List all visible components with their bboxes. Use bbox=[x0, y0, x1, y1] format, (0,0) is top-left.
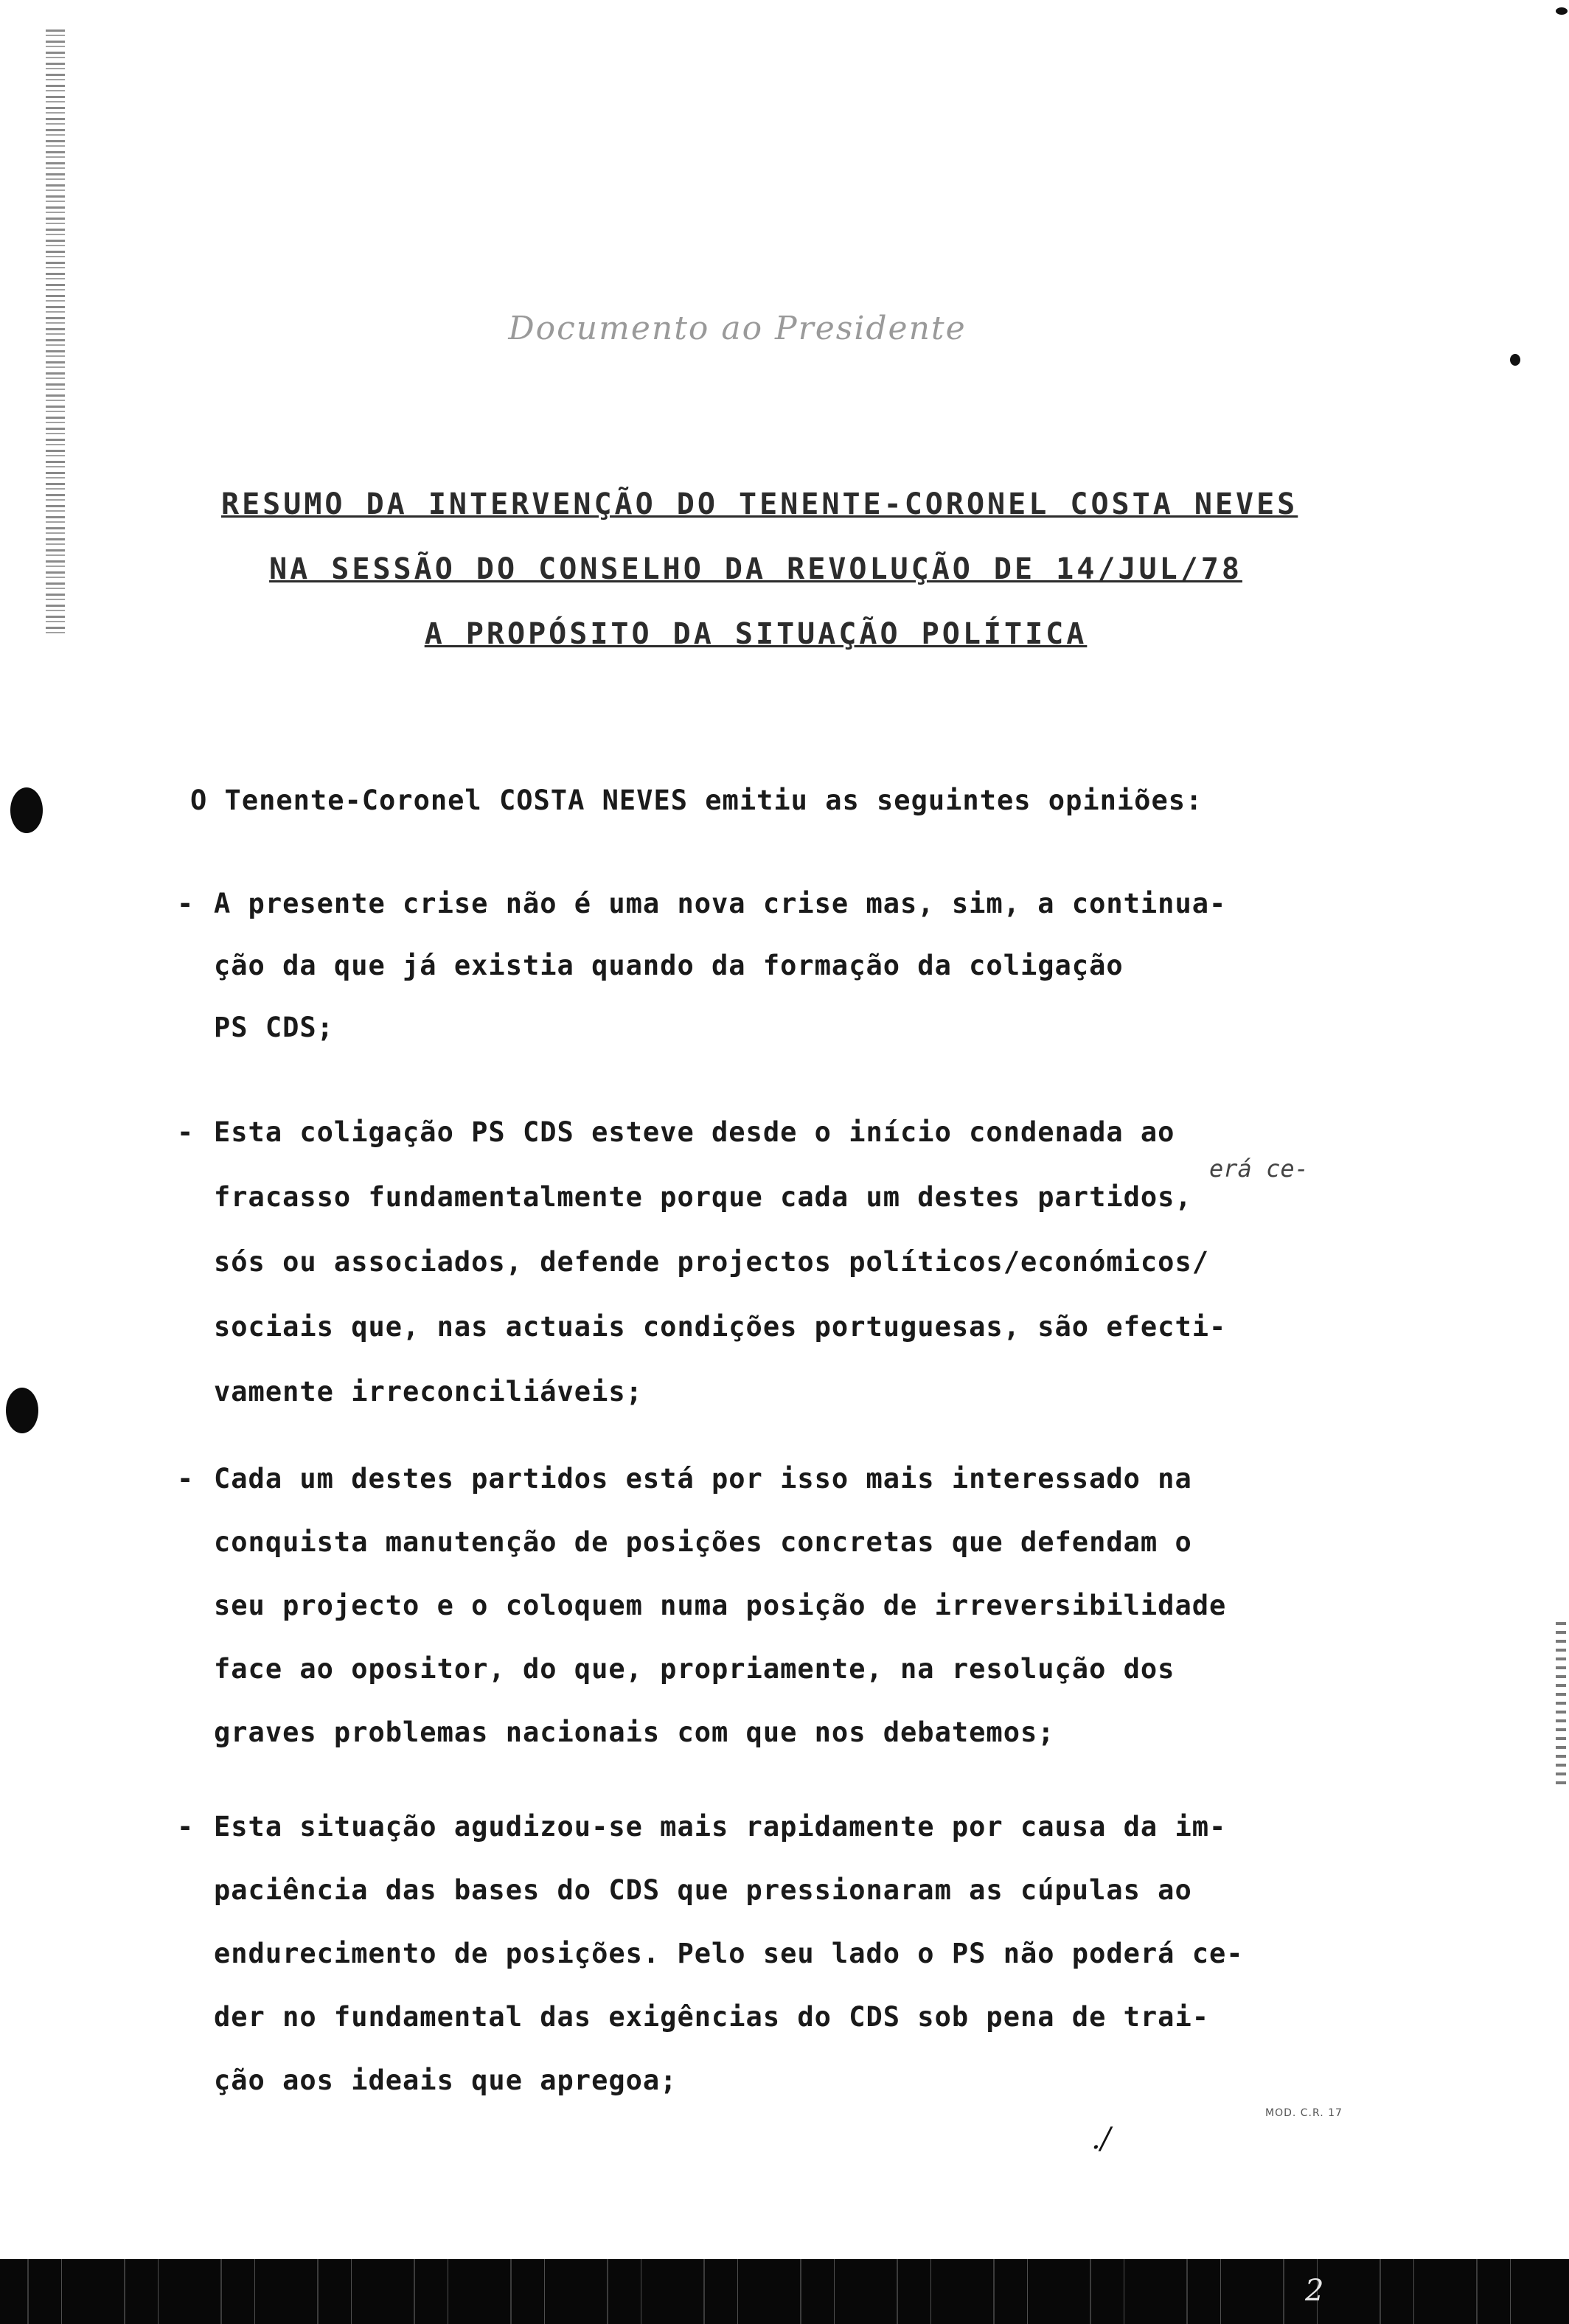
bullet-line: vamente irreconciliáveis; bbox=[214, 1376, 643, 1408]
bullet-line: paciência das bases do CDS que pressionaram as cúpulas ao bbox=[214, 1874, 1192, 1906]
form-code: MOD. C.R. 17 bbox=[1265, 2107, 1343, 2119]
punch-hole bbox=[6, 1388, 38, 1433]
bullet-line: graves problemas nacionais com que nos debatemos; bbox=[214, 1716, 1055, 1748]
page-number: 2 bbox=[1305, 2274, 1324, 2308]
bullet-line: Esta situação agudizou-se mais rapidamente por causa da im- bbox=[214, 1811, 1227, 1843]
bullet-line: conquista manutenção de posições concretas que defendam o bbox=[214, 1526, 1192, 1558]
title-line: NA SESSÃO DO CONSELHO DA REVOLUÇÃO DE 14/JUL/78 bbox=[269, 552, 1242, 586]
bullet-line: sós ou associados, defende projectos políticos/económicos/ bbox=[214, 1246, 1210, 1278]
punch-hole bbox=[10, 787, 43, 833]
bullet-line: endurecimento de posições. Pelo seu lado o PS não poderá ce- bbox=[214, 1938, 1244, 1969]
scan-edge-noise bbox=[1556, 1622, 1566, 1784]
bullet-line: face ao opositor, do que, propriamente, na resolução dos bbox=[214, 1653, 1175, 1685]
bullet-line: ção aos ideais que apregoa; bbox=[214, 2064, 678, 2096]
bullet-line: A presente crise não é uma nova crise mas, sim, a continua- bbox=[214, 888, 1227, 919]
bullet-line: PS CDS; bbox=[214, 1012, 334, 1043]
bullet-line: sociais que, nas actuais condições portuguesas, são efecti- bbox=[214, 1311, 1227, 1343]
continuation-mark: ./ bbox=[1091, 2122, 1111, 2156]
scan-noise bbox=[0, 2259, 1569, 2324]
title-line: RESUMO DA INTERVENÇÃO DO TENENTE-CORONEL COSTA NEVES bbox=[221, 487, 1298, 521]
scan-bottom-band bbox=[0, 2259, 1569, 2324]
bullet-line: Cada um destes partidos está por isso mais interessado na bbox=[214, 1463, 1192, 1495]
bullet-line: ção da que já existia quando da formação da coligação bbox=[214, 950, 1124, 981]
title-line: A PROPÓSITO DA SITUAÇÃO POLÍTICA bbox=[424, 617, 1088, 651]
bullet-line: seu projecto e o coloquem numa posição de irreversibilidade bbox=[214, 1590, 1227, 1621]
document-title bbox=[221, 472, 1298, 667]
marginal-correction: erá ce- bbox=[1209, 1155, 1309, 1183]
bullet-dash: - bbox=[177, 1116, 194, 1148]
bullet-line: fracasso fundamentalmente porque cada um destes partidos, bbox=[214, 1181, 1192, 1213]
scan-speck bbox=[1510, 354, 1520, 366]
bullet-dash: - bbox=[177, 888, 194, 919]
scan-speck bbox=[1556, 7, 1568, 15]
intro-paragraph: O Tenente-Coronel COSTA NEVES emitiu as seguintes opiniões: bbox=[190, 784, 1203, 816]
bullet-line: Esta coligação PS CDS esteve desde o início condenada ao bbox=[214, 1116, 1175, 1148]
bullet-dash: - bbox=[177, 1463, 194, 1495]
handwritten-note: Documento ao Presidente bbox=[508, 310, 967, 347]
bullet-dash: - bbox=[177, 1811, 194, 1843]
bullet-line: der no fundamental das exigências do CDS sob pena de trai- bbox=[214, 2001, 1210, 2033]
scan-edge-noise bbox=[46, 29, 65, 634]
